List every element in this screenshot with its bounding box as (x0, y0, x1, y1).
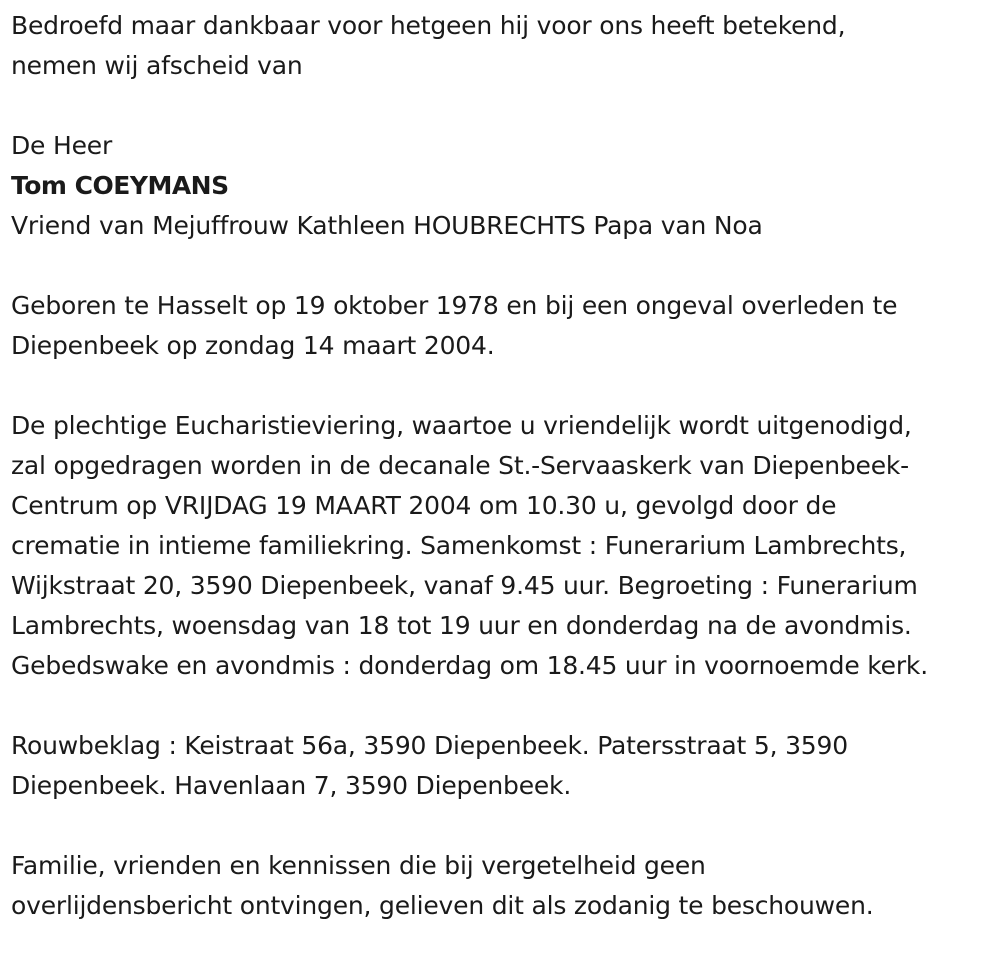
death-notice (11, 6, 996, 926)
spacer (11, 366, 996, 406)
condolence-line: Diepenbeek. Havenlaan 7, 3590 Diepenbeek. (11, 771, 572, 800)
honorific-title (11, 126, 996, 166)
condolence-paragraph (11, 726, 996, 806)
birth-death-line: Diepenbeek op zondag 14 maart 2004. (11, 331, 495, 360)
intro-line: nemen wij afscheid van (11, 51, 303, 80)
closing-line: Familie, vrienden en kennissen die bij vergetelheid geen (11, 851, 706, 880)
spacer (11, 246, 996, 286)
service-line: Gebedswake en avondmis : donderdag om 18.45 uur in voornoemde kerk. (11, 651, 928, 680)
spacer (11, 806, 996, 846)
closing-paragraph (11, 846, 996, 926)
service-line: De plechtige Eucharistieviering, waartoe u vriendelijk wordt uitgenodigd, (11, 411, 912, 440)
service-line: crematie in intieme familiekring. Samenkomst : Funerarium Lambrechts, (11, 531, 907, 560)
spacer (11, 686, 996, 726)
birth-death-line: Geboren te Hasselt op 19 oktober 1978 en bij een ongeval overleden te (11, 291, 898, 320)
condolence-line: Rouwbeklag : Keistraat 56a, 3590 Diepenbeek. Patersstraat 5, 3590 (11, 731, 848, 760)
birth-death-paragraph (11, 286, 996, 366)
service-line: Centrum op VRIJDAG 19 MAART 2004 om 10.30 u, gevolgd door de (11, 491, 837, 520)
intro-line: Bedroefd maar dankbaar voor hetgeen hij voor ons heeft betekend, (11, 11, 846, 40)
deceased-name (11, 166, 996, 206)
relation-line (11, 206, 996, 246)
service-paragraph (11, 406, 996, 686)
service-line: zal opgedragen worden in de decanale St.-Servaaskerk van Diepenbeek- (11, 451, 909, 480)
honorific-text: De Heer (11, 131, 113, 160)
deceased-name-text: Tom COEYMANS (11, 171, 229, 200)
spacer (11, 86, 996, 126)
closing-line: overlijdensbericht ontvingen, gelieven dit als zodanig te beschouwen. (11, 891, 874, 920)
relation-text: Vriend van Mejuffrouw Kathleen HOUBRECHTS Papa van Noa (11, 211, 763, 240)
service-line: Lambrechts, woensdag van 18 tot 19 uur en donderdag na de avondmis. (11, 611, 912, 640)
intro-paragraph (11, 6, 996, 86)
service-line: Wijkstraat 20, 3590 Diepenbeek, vanaf 9.45 uur. Begroeting : Funerarium (11, 571, 918, 600)
